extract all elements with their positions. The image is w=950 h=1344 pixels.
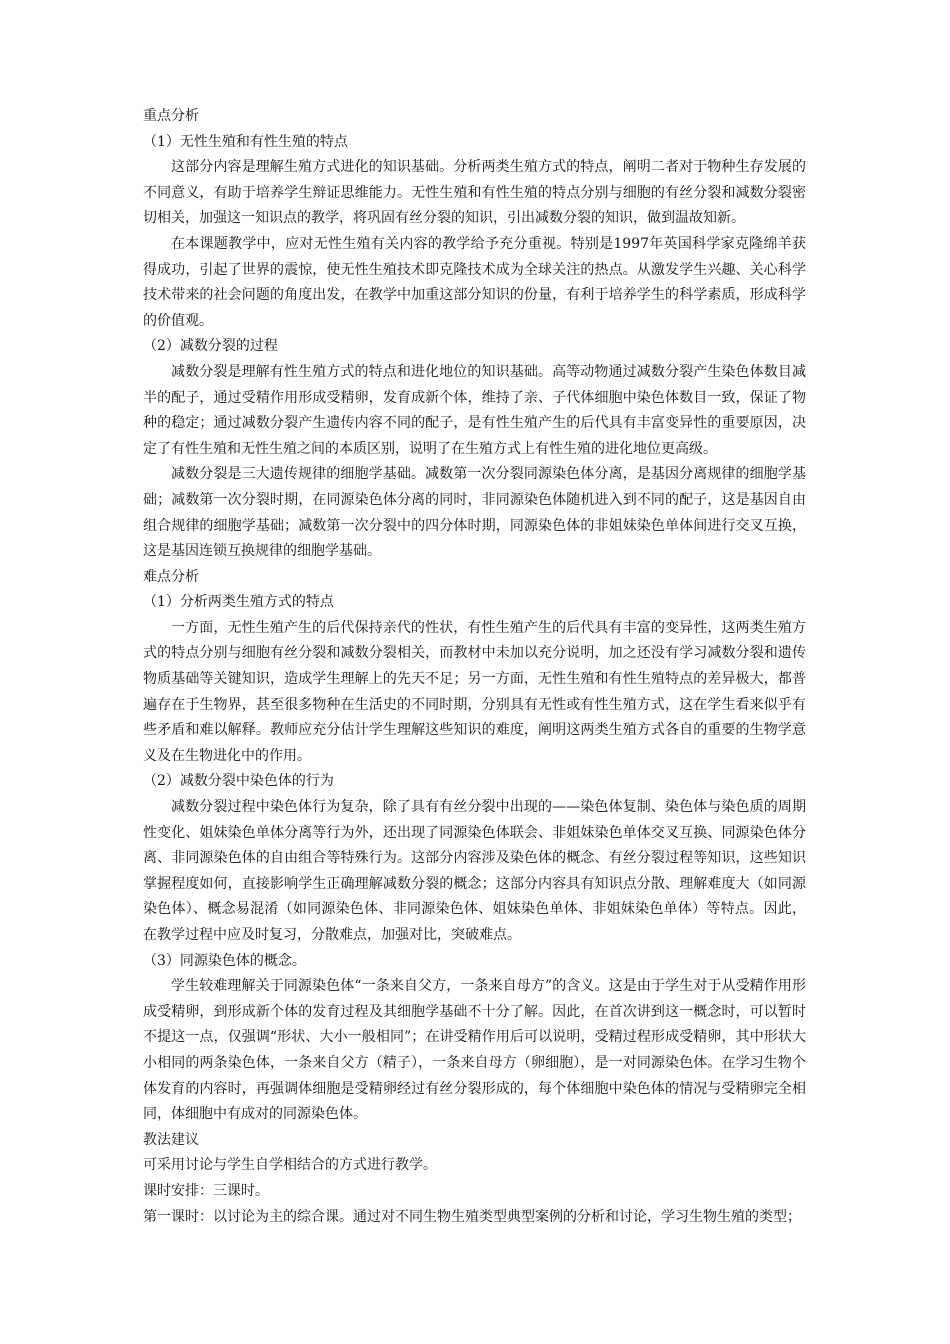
paragraph: 减数分裂过程中染色体行为复杂，除了具有有丝分裂中出现的——染色体复制、染色体与染色质的周期性变化、姐妹染色单体分离等行为外，还出现了同源染色体联会、非姐妹染色单体交叉互换、同源染色体分离、非同源染色体的自由组合等特殊行为。这部分内容涉及染色体的概念、有丝分裂过程等知识，这些知识掌握程度如何，直接影响学生正确理解减数分裂的概念；这部分内容具有知识点分散、理解难度大（如同源染色体）、概念易混淆（如同源染色体、非同源染色体、姐妹染色单体、非姐妹染色单体）等特点。因此，在教学过程中应及时复习，分散难点，加强对比，突破难点。 [143,799,806,943]
paragraph: 减数分裂是三大遗传规律的细胞学基础。减数第一次分裂同源染色体分离，是基因分离规律的细胞学基础；减数第一次分裂时期，在同源染色体分离的同时，非同源染色体随机进入到不同的配子，这是基因自由组合规律的细胞学基础；减数第一次分裂中的四分体时期，同源染色体的非姐妹染色单体间进行交叉互换，这是基因连锁互换规律的细胞学基础。 [143,466,806,560]
paragraph: 减数分裂是理解有性生殖方式的特点和进化地位的知识基础。高等动物通过减数分裂产生染色体数目减半的配子，通过受精作用形成受精卵，发育成新个体，维持了亲、子代体细胞中染色体数目一致，保证了物种的稳定；通过减数分裂产生遗传内容不同的配子，是有性生殖产生的后代具有丰富变异性的重要原因，决定了有性生殖和无性生殖之间的本质区别，说明了在生殖方式上有性生殖的进化地位更高级。 [143,363,806,457]
paragraph: 学生较难理解关于同源染色体“一条来自父方，一条来自母方”的含义。这是由于学生对于从受精作用形成受精卵，到形成新个体的发育过程及其细胞学基础不十分了解。因此，在首次讲到这一概念时，可以暂时不提这一点，仅强调“形状、大小一般相同”；在讲受精作用后可以说明，受精过程形成受精卵，其中形状大小相同的两条染色体，一条来自父方（精子），一条来自母方（卵细胞），是一对同源染色体。在学习生物个体发育的内容时，再强调体细胞是受精卵经过有丝分裂形成的，每个体细胞中染色体的情况与受精卵完全相同，体细胞中有成对的同源染色体。 [143,978,806,1123]
subsection-heading: （2）减数分裂的过程 [143,338,278,355]
teaching-method-line: 可采用讨论与学生自学相结合的方式进行教学。 [143,1157,437,1174]
paragraph: 这部分内容是理解生殖方式进化的知识基础。分析两类生殖方式的特点，阐明二者对于物种生存发展的不同意义，有助于培养学生辩证思维能力。无性生殖和有性生殖的特点分别与细胞的有丝分裂和减数分裂密切相关，加强这一知识点的教学，将巩固有丝分裂的知识，引出减数分裂的知识，做到温故知新。 [143,159,806,227]
subsection-heading: （1）分析两类生殖方式的特点 [143,594,334,611]
section-heading-difficult-points: 难点分析 [143,568,199,585]
first-lesson-line: 第一课时：以讨论为主的综合课。通过对不同生物生殖类型典型案例的分析和讨论，学习生物生殖的类型； [143,1208,801,1225]
section-heading-key-points: 重点分析 [143,108,199,124]
document-page [143,104,806,1230]
section-heading-teaching-suggestions: 教法建议 [143,1131,199,1148]
subsection-heading: （1）无性生殖和有性生殖的特点 [143,133,348,150]
paragraph: 在本课题教学中，应对无性生殖有关内容的教学给予充分重视。特别是1997年英国科学家克隆绵羊获得成功，引起了世界的震惊，使无性生殖技术即克隆技术成为全球关注的热点。从激发学生兴趣、关心科学技术带来的社会问题的角度出发，在教学中加重这部分知识的份量，有利于培养学生的科学素质，形成科学的价值观。 [143,235,806,329]
subsection-heading: （3）同源染色体的概念。 [143,952,306,969]
lesson-arrangement-line: 课时安排：三课时。 [143,1182,269,1199]
subsection-heading: （2）减数分裂中染色体的行为 [143,773,334,790]
paragraph: 一方面，无性生殖产生的后代保持亲代的性状，有性生殖产生的后代具有丰富的变异性，这两类生殖方式的特点分别与细胞有丝分裂和减数分裂相关，而教材中未加以充分说明，加之还没有学习减数分裂和遗传物质基础等关键知识，造成学生理解上的先天不足；另一方面，无性生殖和有性生殖特点的差异极大，都普遍存在于生物界，甚至很多物种在生活史的不同时期，分别具有无性或有性生殖方式，这在学生看来似乎有些矛盾和难以解释。教师应充分估计学生理解这些知识的难度，阐明这两类生殖方式各自的重要的生物学意义及在生物进化中的作用。 [143,619,806,764]
